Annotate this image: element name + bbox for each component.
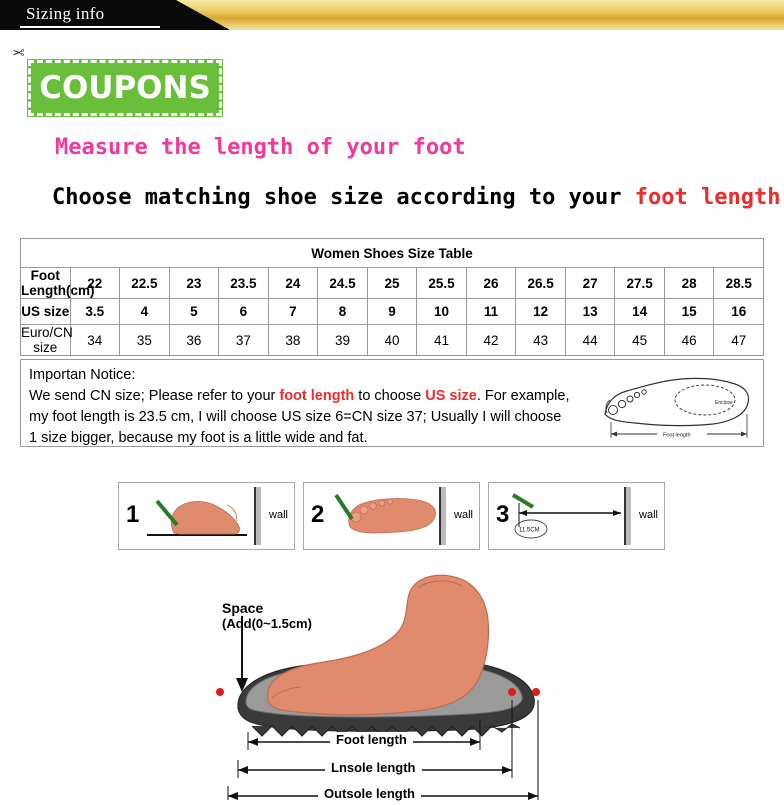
step-wall-label: wall: [269, 509, 288, 521]
cell: 34: [70, 325, 120, 356]
cell: 37: [219, 325, 269, 356]
cell: 23: [169, 268, 219, 299]
cell: 25: [367, 268, 417, 299]
table-title-row: [21, 239, 764, 268]
coupon-label: COUPONS: [39, 70, 211, 106]
row-label-us-size: US size: [21, 299, 71, 325]
cell: 44: [565, 325, 615, 356]
cell: 26: [466, 268, 516, 299]
row-label-foot-length: Foot Length(cm): [21, 268, 95, 298]
cell: 14: [615, 299, 665, 325]
notice-line-3: 1 size bigger, because my foot is a little wide and fat.: [29, 430, 368, 446]
notice-line1-hl2: US size: [425, 388, 477, 404]
cell: 25.5: [417, 268, 467, 299]
space-label-line2: (Add(0~1.5cm): [222, 616, 312, 631]
cell: 4: [120, 299, 170, 325]
cell: 23.5: [219, 268, 269, 299]
step-number: 2: [311, 501, 325, 528]
cell: 40: [367, 325, 417, 356]
step-box-2: [303, 482, 480, 550]
cell: 41: [417, 325, 467, 356]
table-row: [21, 268, 764, 299]
cell: 28: [664, 268, 714, 299]
step-number: 3: [496, 501, 510, 528]
cell: 22.5: [120, 268, 170, 299]
choose-headline-accent: foot length: [634, 185, 781, 210]
measure-steps: [118, 482, 666, 550]
step-1-illustration-icon: [119, 483, 294, 549]
table-row: [21, 299, 764, 325]
cell: 7: [268, 299, 318, 325]
svg-text:11.5CM: 11.5CM: [519, 527, 540, 534]
cell: 9: [367, 299, 417, 325]
notice-line1-hl1: foot length: [279, 388, 355, 404]
cell: 36: [169, 325, 219, 356]
scissors-icon: ✂: [12, 45, 25, 62]
notice-line1-c: . For example,: [476, 388, 570, 404]
notice-line1-a: We send CN size; Please refer to your: [29, 388, 280, 404]
important-notice: [20, 359, 764, 447]
cell: 47: [714, 325, 764, 356]
cell: 27.5: [615, 268, 665, 299]
cell: 39: [318, 325, 368, 356]
cell: 22: [70, 268, 120, 299]
cell: 27: [565, 268, 615, 299]
cell: 35: [120, 325, 170, 356]
shoe-foot-diagram: [0, 560, 784, 800]
step-3-illustration-icon: [489, 483, 664, 549]
table-row: [21, 325, 764, 356]
step-box-1: [118, 482, 295, 550]
cell: 24.5: [318, 268, 368, 299]
space-label: [222, 600, 312, 632]
cell: 10: [417, 299, 467, 325]
step-2-illustration-icon: [304, 483, 479, 549]
cell: 11: [466, 299, 516, 325]
choose-headline-prefix: Choose matching shoe size according to your: [52, 185, 635, 210]
cell: 12: [516, 299, 566, 325]
size-table-title: Women Shoes Size Table: [21, 239, 764, 268]
page-header: [0, 0, 784, 30]
cell: 46: [664, 325, 714, 356]
step-number: 1: [126, 501, 140, 528]
cell: 26.5: [516, 268, 566, 299]
title-underline: [20, 26, 160, 28]
dim-label-insole-length: Lnsole length: [325, 760, 422, 775]
cell: 42: [466, 325, 516, 356]
measure-headline: Measure the length of your foot: [55, 135, 466, 160]
cell: 28.5: [714, 268, 764, 299]
notice-line1-b: to choose: [354, 388, 426, 404]
cell: 43: [516, 325, 566, 356]
cell: 16: [714, 299, 764, 325]
choose-headline: [52, 185, 781, 210]
notice-title: Importan Notice:: [29, 367, 136, 383]
page-title: Sizing info: [26, 4, 105, 23]
step-box-3: [488, 482, 665, 550]
svg-text:Foot length: Foot length: [663, 432, 691, 439]
coupon-badge: [28, 60, 222, 116]
space-label-line1: Space: [222, 600, 264, 616]
foot-measure-diagram-icon: [597, 364, 757, 444]
cell: 5: [169, 299, 219, 325]
step-wall-label: wall: [454, 509, 473, 521]
cell: 13: [565, 299, 615, 325]
cell: 15: [664, 299, 714, 325]
cell: 6: [219, 299, 269, 325]
cell: 45: [615, 325, 665, 356]
notice-line-2: my foot length is 23.5 cm, I will choose US size 6=CN size 37; Usually I will choose: [29, 409, 562, 425]
dim-label-outsole-length: Outsole length: [318, 786, 421, 801]
cell: 8: [318, 299, 368, 325]
step-wall-label: wall: [639, 509, 658, 521]
cell: 24: [268, 268, 318, 299]
cell: 38: [268, 325, 318, 356]
dim-label-foot-length: Foot length: [330, 732, 413, 747]
row-label-euro-cn-size: Euro/CN size: [21, 325, 73, 355]
svg-text:Enclose: Enclose: [715, 400, 733, 406]
cell: 3.5: [70, 299, 120, 325]
size-table: [20, 238, 764, 356]
